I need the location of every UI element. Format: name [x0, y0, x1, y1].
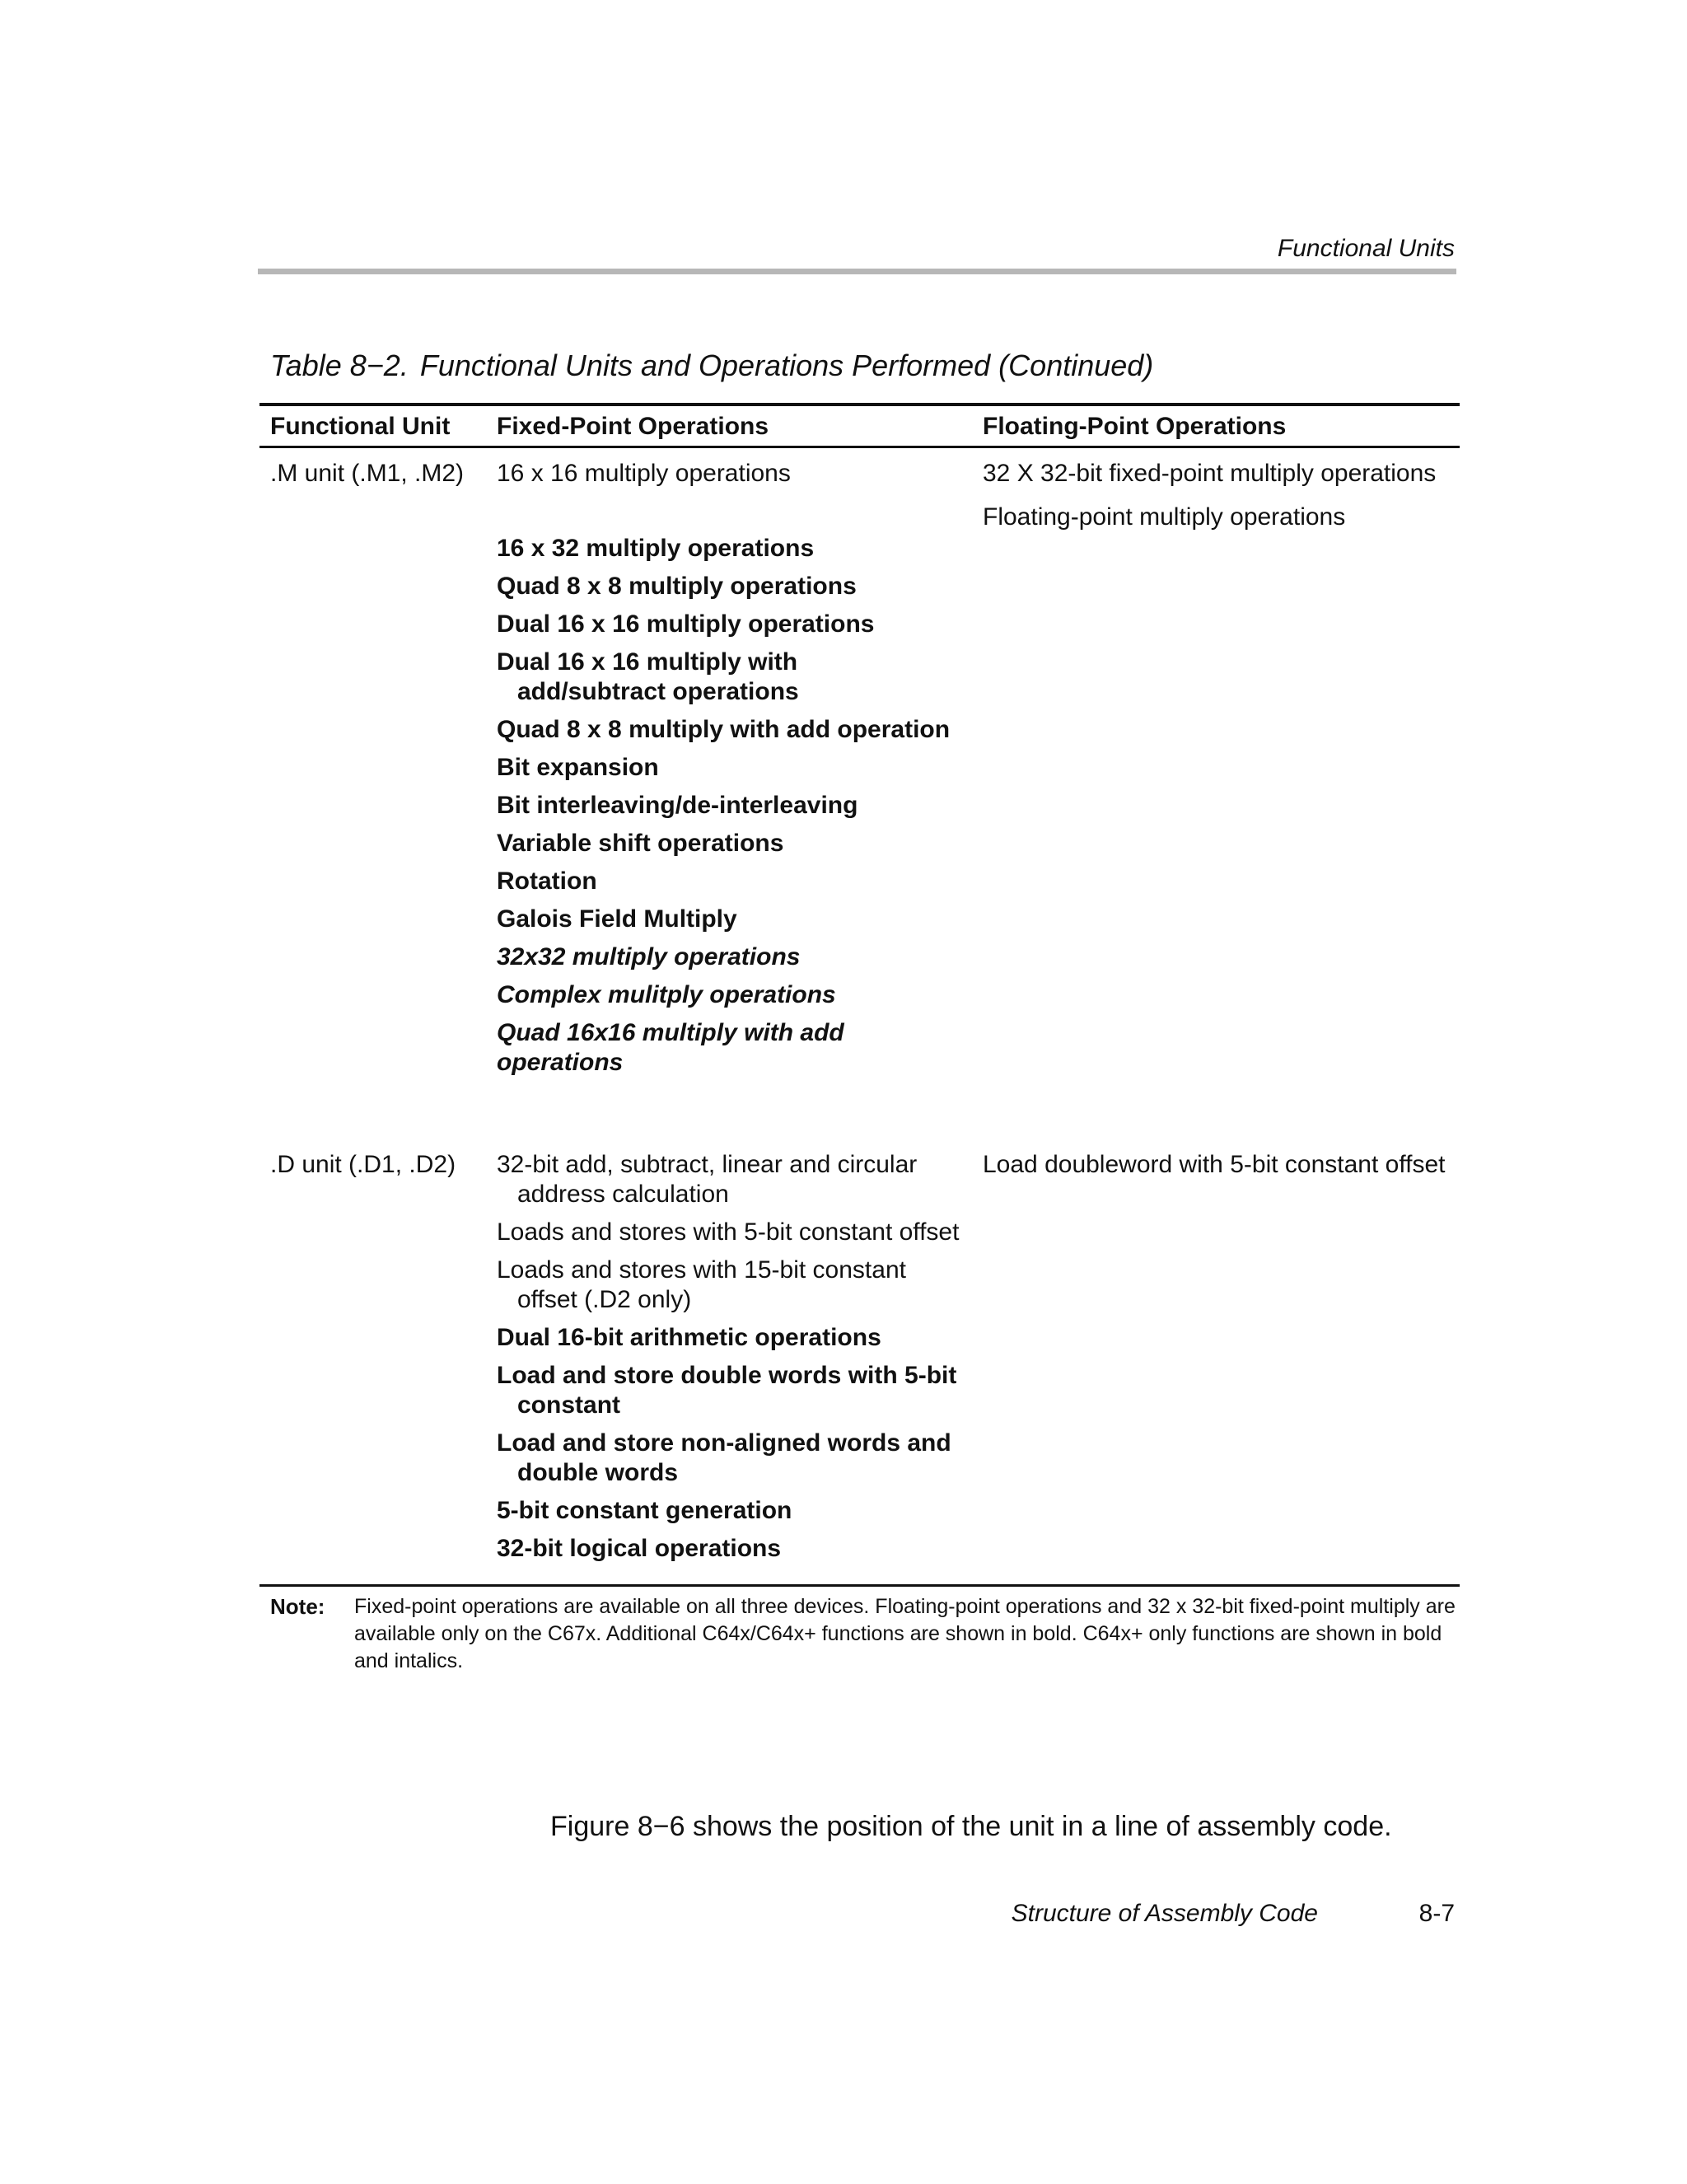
- m-unit-fixed-op: [497, 1018, 974, 1078]
- op-text: Bit interleaving/de-interleaving: [497, 792, 858, 819]
- op-text: 32-bit logical operations: [497, 1535, 782, 1562]
- m-unit-fixed-op: [497, 610, 974, 639]
- column-header-floating-point: Floating-Point Operations: [983, 413, 1287, 440]
- op-text: 5-bit constant generation: [497, 1497, 792, 1524]
- m-unit-fixed-op: [497, 942, 974, 972]
- table-top-rule: [259, 403, 1460, 406]
- m-unit-float-op: Floating-point multiply operations: [983, 503, 1346, 531]
- op-text: 16 x 16 multiply operations: [497, 460, 791, 487]
- note-label: Note:: [270, 1594, 325, 1619]
- column-header-functional-unit: Functional Unit: [270, 413, 451, 440]
- op-text: Complex mulitply operations: [497, 981, 836, 1008]
- op-text: Quad 16x16 multiply with add: [497, 1019, 844, 1046]
- d-unit-name: .D unit (.D1, .D2): [270, 1151, 456, 1178]
- d-unit-fixed-op: [497, 1429, 974, 1488]
- m-unit-fixed-op: [497, 648, 974, 707]
- op-text: 32x32 multiply operations: [497, 943, 801, 970]
- op-text: Quad 8 x 8 multiply with add operation: [497, 716, 951, 743]
- op-continuation: operations: [497, 1049, 624, 1076]
- op-text: Dual 16 x 16 multiply with: [497, 648, 798, 676]
- table-caption-text: Functional Units and Operations Performed (Continued): [419, 348, 1154, 382]
- d-unit-fixed-op: [497, 1496, 974, 1526]
- body-paragraph: Figure 8−6 shows the position of the unit in a line of assembly code.: [550, 1811, 1392, 1842]
- op-continuation: offset (.D2 only): [517, 1286, 692, 1313]
- running-header-title: Functional Units: [1277, 235, 1455, 262]
- op-text: Loads and stores with 5-bit constant offset: [497, 1218, 960, 1246]
- m-unit-fixed-op: [497, 980, 974, 1010]
- op-continuation: add/subtract operations: [517, 678, 799, 705]
- table-caption: [270, 348, 1153, 384]
- m-unit-fixed-op: [497, 791, 974, 821]
- d-unit-fixed-op: [497, 1361, 974, 1420]
- d-unit-float-op: Load doubleword with 5-bit constant offset: [983, 1151, 1446, 1178]
- op-continuation: constant: [517, 1391, 621, 1419]
- m-unit-fixed-op: [497, 829, 974, 858]
- op-text: Load and store non-aligned words and: [497, 1429, 951, 1457]
- op-text: 16 x 32 multiply operations: [497, 535, 815, 562]
- d-unit-fixed-op: [497, 1534, 974, 1564]
- op-text: Variable shift operations: [497, 830, 784, 857]
- d-unit-fixed-op: [497, 1150, 974, 1209]
- d-unit-fixed-op: [497, 1256, 974, 1315]
- m-unit-fixed-op: [497, 534, 974, 564]
- op-text: Load and store double words with 5-bit: [497, 1362, 957, 1389]
- table-caption-label: Table 8−2.: [270, 348, 409, 382]
- header-rule: [258, 269, 1456, 274]
- running-footer-title: Structure of Assembly Code: [1011, 1900, 1318, 1927]
- op-text: Quad 8 x 8 multiply operations: [497, 573, 857, 600]
- page-number: 8-7: [1418, 1900, 1455, 1927]
- note-text: Fixed-point operations are available on all three devices. Floating-point operations and 32 x 32-bit fixed-point multiply are available only on the C67x. Additional C64x/C64x+ functions are shown in bold. C64x+ only functions are shown in bold and intalics.: [354, 1595, 1456, 1672]
- table-bottom-rule: [259, 1584, 1460, 1587]
- m-unit-fixed-op: [497, 459, 974, 489]
- m-unit-fixed-op: [497, 572, 974, 601]
- op-text: Dual 16-bit arithmetic operations: [497, 1324, 881, 1351]
- op-text: Bit expansion: [497, 754, 659, 781]
- m-unit-fixed-op: [497, 905, 974, 934]
- column-header-fixed-point: Fixed-Point Operations: [497, 413, 769, 440]
- table-header-rule: [259, 446, 1460, 448]
- m-unit-fixed-op: [497, 753, 974, 783]
- m-unit-fixed-op: [497, 715, 974, 745]
- op-continuation: double words: [517, 1459, 678, 1486]
- m-unit-float-op: 32 X 32-bit fixed-point multiply operations: [983, 460, 1437, 487]
- m-unit-name: .M unit (.M1, .M2): [270, 460, 465, 487]
- m-unit-fixed-op: [497, 867, 974, 896]
- op-text: Loads and stores with 15-bit constant: [497, 1256, 906, 1284]
- op-text: 32-bit add, subtract, linear and circular: [497, 1151, 918, 1178]
- op-continuation: address calculation: [517, 1181, 729, 1208]
- d-unit-fixed-op: [497, 1323, 974, 1353]
- d-unit-fixed-op: [497, 1218, 974, 1247]
- op-text: Dual 16 x 16 multiply operations: [497, 610, 875, 638]
- op-text: Rotation: [497, 868, 597, 895]
- op-text: Galois Field Multiply: [497, 905, 737, 933]
